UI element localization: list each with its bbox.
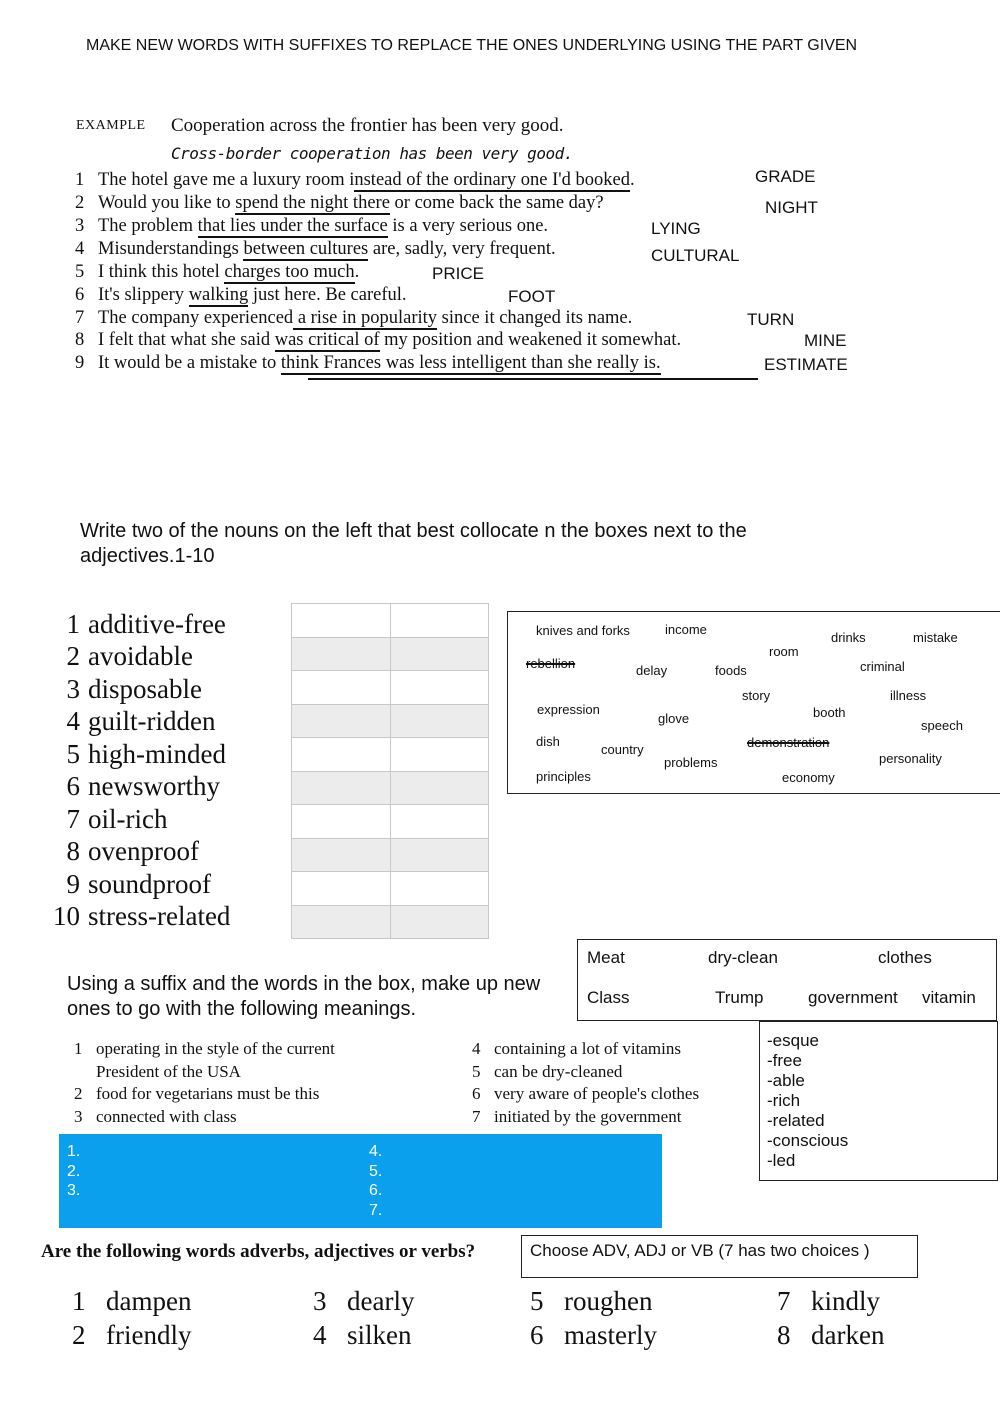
meaning-text: can be dry-cleaned xyxy=(494,1061,623,1081)
underlined-phrase: think Frances was less intelligent than she really is. xyxy=(280,353,661,373)
sentence-row xyxy=(75,353,661,375)
sentence-text: . xyxy=(629,170,635,190)
adjective-item xyxy=(30,674,280,706)
meaning-item xyxy=(472,1106,762,1129)
answer-column-right xyxy=(369,1142,382,1220)
noun-item: income xyxy=(665,622,707,637)
answer-underline xyxy=(308,378,758,380)
meaning-text: initiated by the government xyxy=(494,1106,682,1126)
answer-cell[interactable] xyxy=(390,637,489,671)
adjective-number: 4 xyxy=(66,706,80,736)
sentence-text: The company experienced xyxy=(98,308,294,328)
sentence-row xyxy=(75,308,632,330)
word-text: dampen xyxy=(106,1286,192,1316)
meanings-left xyxy=(74,1038,444,1128)
sentence-text: Misunderstandings xyxy=(98,239,244,259)
noun-item: mistake xyxy=(913,630,958,645)
noun-item: knives and forks xyxy=(536,623,630,638)
noun-item: delay xyxy=(636,663,668,678)
noun-bank xyxy=(507,611,1000,794)
word-number: 2 xyxy=(72,1320,86,1350)
sentence-text: . xyxy=(354,262,360,282)
noun-item: economy xyxy=(782,770,835,785)
word-text: friendly xyxy=(106,1320,192,1350)
sentence-text: are, sadly, very frequent. xyxy=(368,239,556,259)
word-class-instruction: Choose ADV, ADJ or VB (7 has two choices ) xyxy=(521,1235,918,1278)
collocation-instruction: Write two of the nouns on the left that best collocate n the boxes next to the adjectives.1-10 xyxy=(80,520,747,567)
sentence-text: or come back the same day? xyxy=(389,193,604,213)
adjective-word: high-minded xyxy=(88,739,226,769)
underlined-phrase: a rise in popularity xyxy=(293,308,438,328)
word-item xyxy=(72,1286,191,1317)
word-number: 6 xyxy=(530,1320,544,1350)
sentence-row xyxy=(75,239,556,261)
noun-item: criminal xyxy=(860,659,905,674)
hint-word: FOOT xyxy=(508,287,556,306)
sentence-text: Would you like to xyxy=(98,193,236,213)
word-item xyxy=(313,1286,414,1317)
box-word: vitamin xyxy=(922,988,976,1007)
meaning-number: 1 xyxy=(74,1039,83,1058)
adjective-word: additive-free xyxy=(88,609,226,639)
hint-word: TURN xyxy=(747,310,795,329)
adjective-item xyxy=(30,869,280,901)
noun-item: speech xyxy=(921,718,963,733)
answer-cell[interactable] xyxy=(292,771,391,805)
word-number: 8 xyxy=(777,1320,791,1350)
noun-item: story xyxy=(742,688,771,703)
suffix-box-instruction: Using a suffix and the words in the box, make up new ones to go with the following meanings. xyxy=(67,973,541,1020)
noun-item-crossed: rebellion xyxy=(526,656,576,671)
suffix-item: -rich xyxy=(767,1091,801,1110)
noun-item: principles xyxy=(536,769,591,784)
underlined-phrase: between cultures xyxy=(243,239,369,259)
adjective-number: 9 xyxy=(66,869,80,899)
adjective-word: soundproof xyxy=(88,869,211,899)
noun-item: foods xyxy=(715,663,747,678)
suffix-item: -conscious xyxy=(767,1131,849,1150)
sentence-row xyxy=(75,285,407,307)
sentence-row xyxy=(75,170,635,192)
adjective-number: 7 xyxy=(66,804,80,834)
sentence-row xyxy=(75,330,681,352)
adjective-number: 5 xyxy=(66,739,80,769)
noun-item-crossed: demonstration xyxy=(747,735,830,750)
answer-slot[interactable]: 5. xyxy=(369,1162,383,1180)
suffix-task-instruction: MAKE NEW WORDS WITH SUFFIXES TO REPLACE THE ONES UNDERLYING USING THE PART GIVEN xyxy=(86,37,858,54)
adjective-word: guilt-ridden xyxy=(88,706,216,736)
meaning-item xyxy=(472,1083,762,1106)
meaning-text: containing a lot of vitamins xyxy=(494,1039,681,1058)
answer-slot[interactable]: 4. xyxy=(369,1143,383,1160)
adjective-number: 2 xyxy=(66,641,80,671)
adjective-item xyxy=(30,836,280,868)
answer-grid xyxy=(291,603,489,939)
word-item xyxy=(72,1320,191,1351)
meaning-number: 5 xyxy=(472,1061,481,1081)
adjective-item xyxy=(30,804,280,836)
noun-item: dish xyxy=(536,734,560,749)
noun-item: booth xyxy=(813,705,846,720)
underlined-phrase: charges too much xyxy=(224,262,355,282)
hint-word: MINE xyxy=(804,331,847,350)
sentence-number: 7 xyxy=(75,308,85,328)
meanings-right xyxy=(472,1038,762,1128)
meaning-item xyxy=(472,1061,762,1084)
answer-cell[interactable] xyxy=(390,771,489,805)
adjective-number: 1 xyxy=(66,609,80,639)
sentence-text: It would be a mistake to xyxy=(98,353,281,373)
answer-cell[interactable] xyxy=(292,671,391,705)
answer-cell[interactable] xyxy=(292,805,391,839)
box-word: clothes xyxy=(878,948,932,967)
sentence-number: 4 xyxy=(75,239,85,259)
box-word: Meat xyxy=(587,948,625,967)
answer-column-left xyxy=(67,1142,80,1201)
answer-slot[interactable]: 6. xyxy=(369,1182,383,1199)
suffix-item: -able xyxy=(767,1071,805,1090)
adjective-item xyxy=(30,641,280,673)
answer-slot[interactable]: 2. xyxy=(67,1162,81,1180)
underlined-phrase: walking xyxy=(188,285,249,305)
underlined-phrase: was critical of xyxy=(274,330,380,350)
word-text: silken xyxy=(347,1320,412,1350)
sentence-row xyxy=(75,216,548,238)
hint-word: LYING xyxy=(651,219,701,238)
answer-slot[interactable]: 7. xyxy=(369,1201,383,1219)
meaning-text: President of the USA xyxy=(96,1061,241,1081)
answer-slot[interactable]: 1. xyxy=(67,1143,81,1160)
example-sentence: Cooperation across the frontier has been very good. xyxy=(171,115,564,136)
noun-item: drinks xyxy=(831,630,866,645)
answer-cell[interactable] xyxy=(390,805,489,839)
answer-cell[interactable] xyxy=(292,872,391,906)
box-word: dry-clean xyxy=(708,948,778,967)
meaning-item xyxy=(74,1106,444,1129)
meaning-number: 4 xyxy=(472,1039,481,1058)
adjective-word: newsworthy xyxy=(88,771,220,801)
sentence-text: I think this hotel xyxy=(98,262,225,282)
hint-word: NIGHT xyxy=(765,198,818,217)
word-text: roughen xyxy=(564,1286,653,1316)
hint-word: ESTIMATE xyxy=(764,355,848,374)
meaning-item xyxy=(74,1038,444,1061)
meaning-number: 6 xyxy=(472,1084,481,1103)
box-word: Class xyxy=(587,988,630,1007)
sentence-number: 3 xyxy=(75,216,85,236)
sentence-text: since it changed its name. xyxy=(437,308,633,328)
meaning-text: very aware of people's clothes xyxy=(494,1084,700,1103)
answer-cell[interactable] xyxy=(390,704,489,738)
answer-cell[interactable] xyxy=(292,838,391,872)
adjective-word: avoidable xyxy=(88,641,193,671)
adjective-item xyxy=(30,739,280,771)
answer-box[interactable] xyxy=(59,1134,662,1228)
sentence-text: is a very serious one. xyxy=(387,216,549,236)
underlined-phrase: that lies under the surface xyxy=(197,216,388,236)
sentence-text: my position and weakened it somewhat. xyxy=(379,330,682,350)
word-text: masterly xyxy=(564,1320,657,1350)
noun-item: country xyxy=(601,742,644,757)
answer-cell[interactable] xyxy=(390,671,489,705)
adjective-number: 3 xyxy=(66,674,80,704)
example-label: EXAMPLE xyxy=(76,118,146,133)
word-item xyxy=(777,1286,880,1317)
answer-cell[interactable] xyxy=(292,604,391,638)
meaning-text: food for vegetarians must be this xyxy=(96,1084,320,1103)
word-item xyxy=(777,1320,884,1351)
noun-item: problems xyxy=(664,755,718,770)
word-item xyxy=(530,1286,652,1317)
sentence-number: 2 xyxy=(75,193,85,213)
word-number: 4 xyxy=(313,1320,327,1350)
sentence-number: 5 xyxy=(75,262,85,282)
answer-cell[interactable] xyxy=(390,604,489,638)
sentence-text: just here. Be careful. xyxy=(248,285,407,305)
answer-cell[interactable] xyxy=(292,905,391,939)
answer-cell[interactable] xyxy=(292,637,391,671)
word-number: 3 xyxy=(313,1286,327,1316)
word-text: kindly xyxy=(811,1286,881,1316)
box-word: government xyxy=(808,988,898,1007)
hint-word: GRADE xyxy=(755,167,816,186)
adjective-word: ovenproof xyxy=(88,836,199,866)
meaning-number: 2 xyxy=(74,1084,83,1103)
word-item xyxy=(530,1320,657,1351)
noun-item: expression xyxy=(537,702,600,717)
answer-cell[interactable] xyxy=(292,738,391,772)
meaning-number: 7 xyxy=(472,1106,481,1126)
sentence-text: The hotel gave me a luxury room i xyxy=(98,170,355,190)
sentence-number: 8 xyxy=(75,330,85,350)
sentence-number: 9 xyxy=(75,353,85,373)
box-word: Trump xyxy=(715,988,764,1007)
word-text: darken xyxy=(811,1320,885,1350)
noun-item: personality xyxy=(879,751,942,766)
adjective-number: 6 xyxy=(66,771,80,801)
sentence-text: The problem xyxy=(98,216,198,236)
meaning-item xyxy=(74,1083,444,1106)
adjective-item xyxy=(30,901,280,933)
suffix-list xyxy=(759,1021,998,1181)
noun-item: glove xyxy=(658,711,690,726)
meaning-item xyxy=(472,1038,762,1061)
sentence-number: 6 xyxy=(75,285,85,305)
meaning-text: operating in the style of the current xyxy=(96,1039,335,1058)
word-class-question: Are the following words adverbs, adjectives or verbs? xyxy=(41,1241,476,1262)
adjective-item xyxy=(30,706,280,738)
hint-word: PRICE xyxy=(432,264,484,283)
answer-cell[interactable] xyxy=(390,738,489,772)
noun-item: room xyxy=(769,644,799,659)
answer-cell[interactable] xyxy=(390,872,489,906)
meaning-number: 3 xyxy=(74,1106,83,1126)
word-number: 1 xyxy=(72,1286,86,1316)
suffix-item: -esque xyxy=(767,1031,819,1050)
word-number: 7 xyxy=(777,1286,791,1316)
underlined-phrase: spend the night there xyxy=(235,193,390,213)
adjective-word: stress-related xyxy=(88,901,231,931)
answer-cell[interactable] xyxy=(390,838,489,872)
hint-word: CULTURAL xyxy=(651,246,740,265)
noun-item: illness xyxy=(890,688,927,703)
adjective-item xyxy=(30,609,280,641)
word-item xyxy=(313,1320,412,1351)
suffix-item: -related xyxy=(767,1111,825,1130)
sentence-number: 1 xyxy=(75,170,85,190)
word-number: 5 xyxy=(530,1286,544,1316)
meaning-text: connected with class xyxy=(96,1106,237,1126)
sentence-row xyxy=(75,193,604,215)
adjective-number: 10 xyxy=(53,901,80,931)
suffix-item: -free xyxy=(767,1051,802,1070)
adjective-item xyxy=(30,771,280,803)
sentence-text: I felt that what she said xyxy=(98,330,275,350)
adjective-word: oil-rich xyxy=(88,804,168,834)
underlined-phrase: nstead of the ordinary one I'd booked xyxy=(354,170,630,190)
answer-cell[interactable] xyxy=(390,905,489,939)
sentence-row xyxy=(75,262,359,284)
adjective-word: disposable xyxy=(88,674,202,704)
suffix-item: -led xyxy=(767,1151,796,1170)
word-text: dearly xyxy=(347,1286,415,1316)
answer-cell[interactable] xyxy=(292,704,391,738)
word-box xyxy=(577,939,997,1021)
adjective-number: 8 xyxy=(66,836,80,866)
answer-slot[interactable]: 3. xyxy=(67,1182,81,1199)
sentence-text: It's slippery xyxy=(98,285,189,305)
example-answer: Cross-border cooperation has been very good. xyxy=(171,144,573,163)
